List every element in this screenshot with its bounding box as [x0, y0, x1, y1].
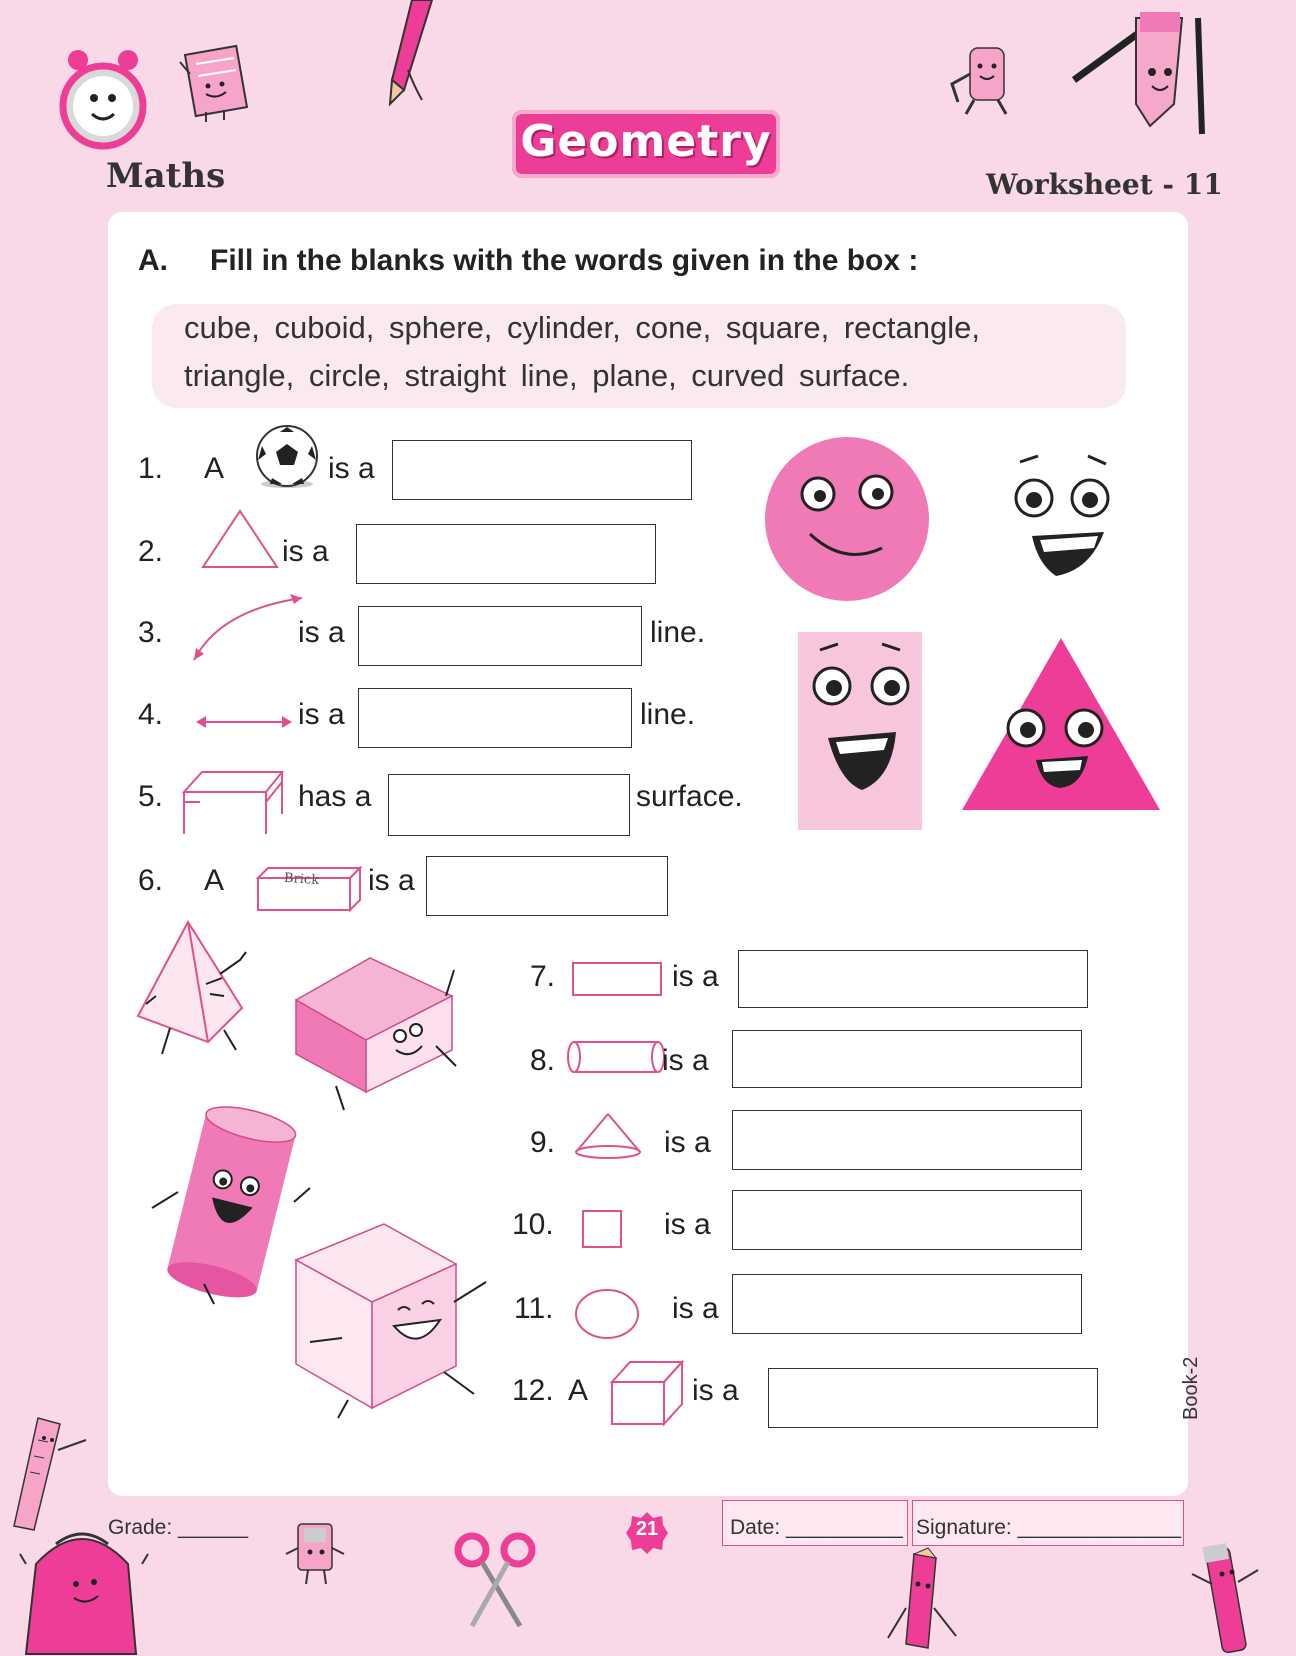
word-list-line-2: triangle, circle, straight line, plane, curved surface.	[184, 358, 910, 393]
answer-box-10[interactable]	[732, 1190, 1082, 1250]
question-verb: is a	[664, 1208, 711, 1241]
question-number: 12.	[512, 1374, 554, 1407]
rectangle-icon	[572, 962, 662, 996]
question-number: 2.	[138, 535, 164, 568]
cylinder-character-icon	[144, 1108, 312, 1308]
rectangle-character-icon	[798, 632, 922, 830]
answer-box-8[interactable]	[732, 1030, 1082, 1088]
double-arrow-icon	[196, 712, 292, 732]
grade-field[interactable]: Grade: ______	[108, 1516, 249, 1539]
question-verb: is a	[664, 1126, 711, 1159]
cube-character-icon	[294, 1222, 494, 1418]
circle-icon	[574, 1288, 640, 1340]
football-icon	[254, 424, 320, 490]
triangle-character-icon	[960, 636, 1162, 812]
question-verb: is a	[672, 1292, 719, 1325]
worksheet-number: Worksheet - 11	[986, 168, 1223, 201]
answer-box-9[interactable]	[732, 1110, 1082, 1170]
question-number: 6.	[138, 864, 164, 897]
question-number: 11.	[514, 1292, 554, 1325]
brick-icon	[254, 866, 362, 912]
face-character-icon	[1010, 456, 1116, 582]
table-icon	[180, 768, 284, 836]
subject-label: Maths	[106, 156, 226, 196]
question-prefix: A	[568, 1374, 589, 1407]
pen-character-icon	[884, 1548, 964, 1656]
question-verb: has a	[298, 780, 372, 813]
question-number: 8.	[530, 1044, 556, 1077]
question-verb: is a	[368, 864, 415, 897]
answer-box-7[interactable]	[738, 950, 1088, 1008]
pencil-character-icon	[382, 0, 442, 110]
alarm-clock-icon	[56, 46, 152, 156]
square-icon	[582, 1210, 622, 1248]
cube-icon	[610, 1360, 684, 1426]
question-verb: is a	[282, 535, 329, 568]
answer-box-12[interactable]	[768, 1368, 1098, 1428]
scissors-icon	[454, 1530, 538, 1630]
question-number: 7.	[530, 960, 556, 993]
bag-character-icon	[16, 1524, 150, 1656]
pyramid-character-icon	[136, 920, 258, 1060]
marker-character-icon	[1188, 1540, 1264, 1656]
answer-box-4[interactable]	[358, 688, 632, 748]
page-title: Geometry	[520, 116, 772, 167]
cylinder-icon	[566, 1040, 666, 1074]
question-verb: is a	[298, 616, 345, 649]
question-verb: is a	[328, 452, 375, 485]
notebook-character-icon	[176, 44, 258, 124]
circle-character-icon	[764, 436, 930, 602]
question-verb: is a	[298, 698, 345, 731]
word-list-line-1: cube, cuboid, sphere, cylinder, cone, square, rectangle,	[184, 310, 980, 345]
section-instruction: Fill in the blanks with the words given in the box :	[210, 244, 919, 277]
question-suffix: line.	[650, 616, 706, 649]
question-number: 9.	[530, 1126, 556, 1159]
question-number: 5.	[138, 780, 164, 813]
question-verb: is a	[692, 1374, 739, 1407]
answer-box-5[interactable]	[388, 774, 630, 836]
question-number: 3.	[138, 616, 164, 649]
answer-box-1[interactable]	[392, 440, 692, 500]
compass-pencil-icon	[1070, 8, 1210, 138]
question-suffix: line.	[640, 698, 696, 731]
cuboid-character-icon	[296, 956, 462, 1114]
section-label: A.	[138, 244, 168, 277]
date-field[interactable]: Date: __________	[730, 1516, 903, 1539]
ruler-character-icon	[8, 1410, 92, 1534]
brick-label: Brick	[283, 870, 320, 889]
answer-box-6[interactable]	[426, 856, 668, 916]
question-prefix: A	[204, 452, 225, 485]
question-number: 4.	[138, 698, 164, 731]
question-number: 10.	[512, 1208, 554, 1241]
question-verb: is a	[662, 1044, 709, 1077]
page-number: 21	[635, 1518, 659, 1540]
curved-arrow-icon	[190, 592, 310, 664]
answer-box-3[interactable]	[358, 606, 642, 666]
sharpener-character-icon	[284, 1518, 346, 1590]
cone-icon	[574, 1112, 642, 1160]
question-suffix: surface.	[636, 780, 743, 813]
question-number: 1.	[138, 452, 164, 485]
signature-field[interactable]: Signature: ______________	[916, 1516, 1182, 1539]
question-prefix: A	[204, 864, 225, 897]
answer-box-11[interactable]	[732, 1274, 1082, 1334]
answer-box-2[interactable]	[356, 524, 656, 584]
eraser-character-icon	[944, 44, 1024, 120]
triangle-icon	[200, 508, 280, 570]
question-verb: is a	[672, 960, 719, 993]
book-label: Book-2	[1180, 1356, 1202, 1420]
